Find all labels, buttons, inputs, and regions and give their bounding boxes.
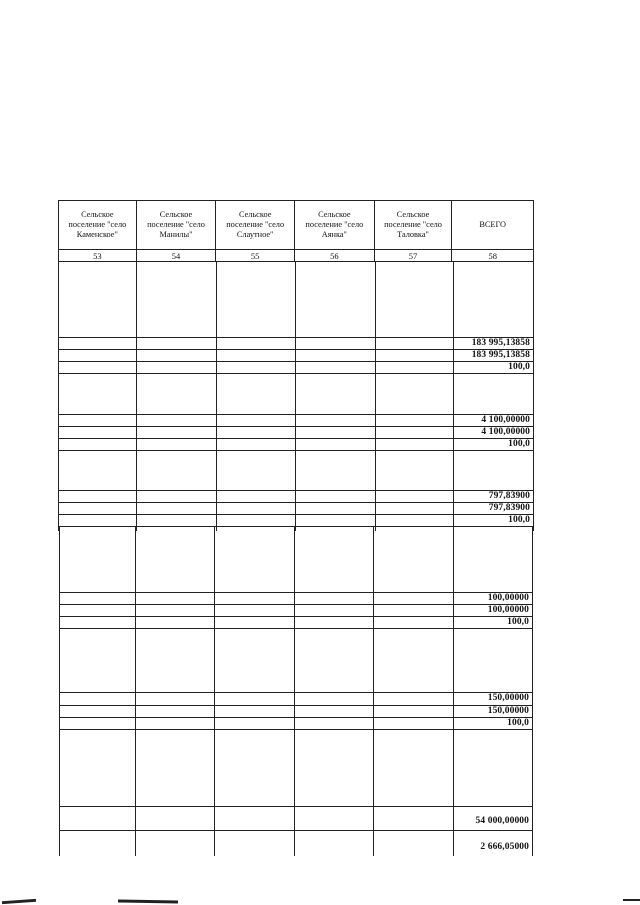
table-body-lower [59, 526, 533, 856]
row-divider [59, 426, 533, 427]
row-divider [60, 729, 532, 730]
total-cell: 100,0 [508, 362, 530, 372]
row-divider [60, 592, 532, 593]
total-cell: 150,00000 [487, 706, 529, 716]
row-divider [59, 502, 533, 503]
total-cell: 183 995,13858 [471, 350, 530, 360]
row-divider [60, 604, 532, 605]
budget-table-header [58, 200, 534, 262]
row-divider [59, 361, 533, 362]
total-cell: 797,83900 [488, 491, 530, 501]
row-divider [60, 705, 532, 706]
row-divider [60, 692, 532, 693]
scan-artifact [2, 899, 36, 904]
scan-artifact [623, 899, 640, 901]
header-slautnoe: Сельское поселение "село Слаутное" [216, 201, 295, 249]
table-body-upper [58, 261, 534, 531]
row-divider [60, 717, 532, 718]
total-cell: 100,0 [508, 515, 530, 525]
total-cell: 2 666,05000 [480, 842, 529, 852]
row-divider [60, 806, 532, 807]
header-ayanka: Сельское поселение "село Аянка" [295, 201, 375, 249]
row-divider [60, 628, 532, 629]
total-cell: 100,0 [507, 718, 529, 728]
row-divider [59, 450, 533, 451]
total-cell: 54 000,00000 [475, 816, 529, 826]
row-divider [59, 337, 533, 338]
total-cell: 100,00000 [487, 605, 529, 615]
row-divider [59, 438, 533, 439]
column-number: 53 [59, 250, 137, 261]
total-cell: 4 100,00000 [481, 415, 530, 425]
header-talovka: Сельское поселение "село Таловка" [375, 201, 453, 249]
total-cell: 4 100,00000 [481, 427, 530, 437]
total-cell: 100,00000 [487, 593, 529, 603]
header-kamenskoe: Сельское поселение "село Каменское" [59, 201, 137, 249]
total-cell: 150,00000 [487, 693, 529, 703]
column-number: 57 [375, 250, 453, 261]
row-divider [60, 830, 532, 831]
total-cell: 100,0 [508, 439, 530, 449]
row-divider [59, 373, 533, 374]
row-divider [59, 514, 533, 515]
column-number: 56 [295, 250, 375, 261]
total-cell: 100,0 [507, 617, 529, 627]
total-cell: 183 995,13858 [471, 338, 530, 348]
total-cell: 797,83900 [488, 503, 530, 513]
scan-artifact [118, 899, 178, 903]
column-number: 55 [216, 250, 295, 261]
header-total: ВСЕГО [479, 220, 507, 229]
column-number: 58 [488, 250, 497, 261]
header-row [58, 200, 534, 249]
header-manily: Сельское поселение "село Манилы" [137, 201, 217, 249]
row-divider [60, 616, 532, 617]
row-divider [59, 349, 533, 350]
row-divider [59, 490, 533, 491]
column-number: 54 [137, 250, 217, 261]
row-divider [59, 414, 533, 415]
